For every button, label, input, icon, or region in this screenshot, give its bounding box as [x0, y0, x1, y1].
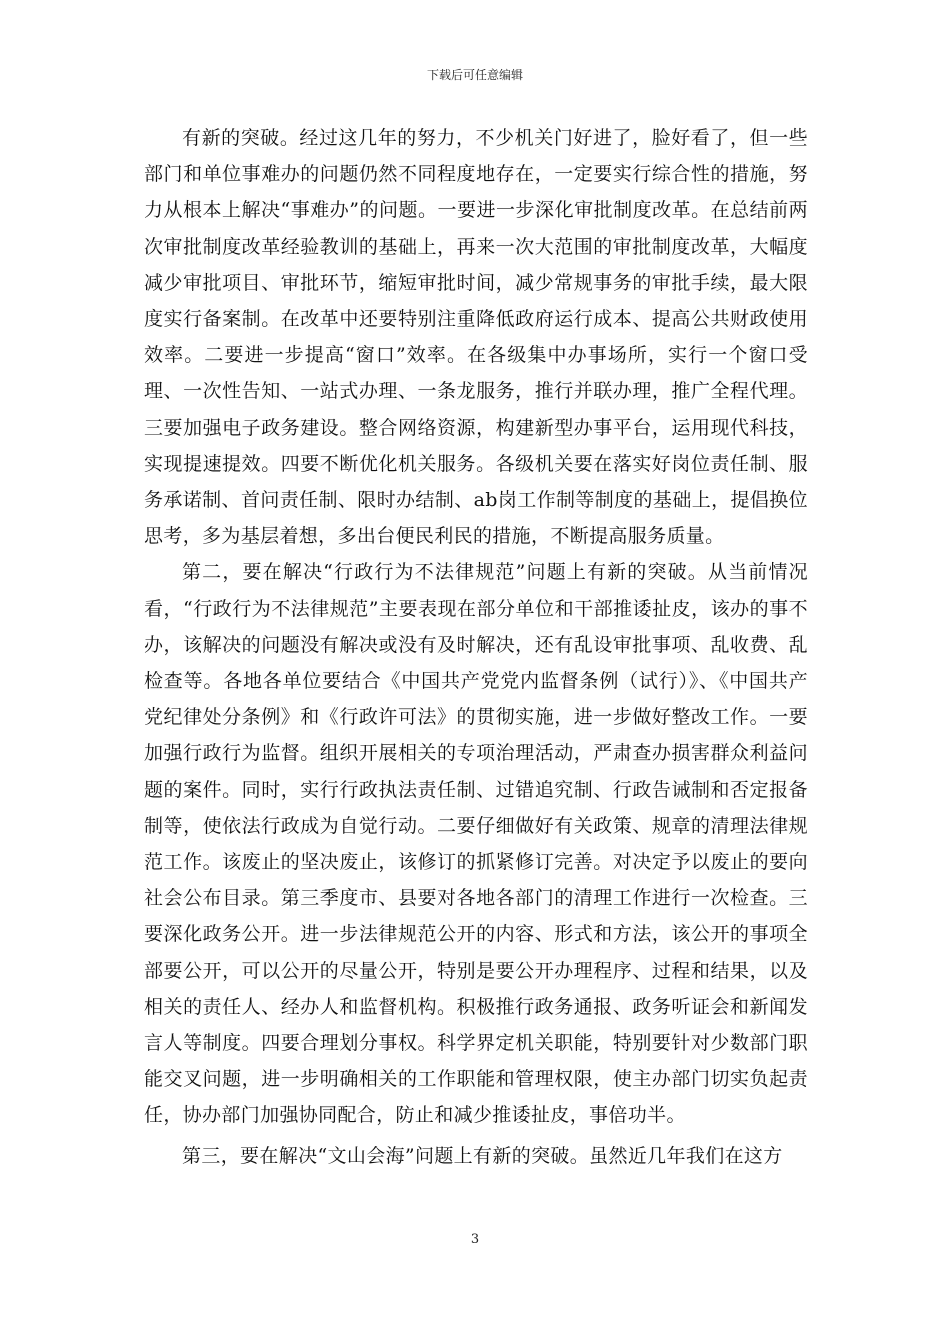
document-body — [144, 120, 808, 1176]
page-header: 下载后可任意编辑 — [426, 68, 523, 82]
paragraph-third-point: 第三，要在解决“文山会海”问题上有新的突破。虽然近几年我们在这方 — [182, 1144, 783, 1167]
paragraph-continuation: 有新的突破。经过这几年的努力，不少机关门好进了，脸好看了，但一些部门和单位事难办的问题仍然不同程度地存在，一定要实行综合性的措施，努力从根本上解决“事难办”的问题。一要进一步深化审批制度改革。在总结前两次审批制度改革经验教训的基础上，再来一次大范围的审批制度改革，大幅度减少审批项目、审批环节，缩短审批时间，减少常规事务的审批手续，最大限度实行备案制。在改革中还要特别注重降低政府运行成本、提高公共财政使用效率。二要进一步提高“窗口”效率。在各级集中办事场所，实行一个窗口受理、一次性告知、一站式办理、一条龙服务，推行并联办理，推广全程代理。三要加强电子政务建设。整合网络资源，构建新型办事平台，运用现代科技，实现提速提效。四要不断优化机关服务。各级机关要在落实好岗位责任制、服务承诺制、首问责任制、限时办结制、ab岗工作制等制度的基础上，提倡换位思考，多为基层着想，多出台便民利民的措施，不断提高服务质量。 — [144, 127, 808, 548]
page-number: 3 — [470, 1232, 480, 1247]
paragraph-second-point: 第二，要在解决“行政行为不法律规范”问题上有新的突破。从当前情况看，“行政行为不法律规范”主要表现在部分单位和干部推诿扯皮，该办的事不办，该解决的问题没有解决或没有及时解决，还有乱设审批事项、乱收费、乱检查等。各地各单位要结合《中国共产党党内监督条例（试行）》、《中国共产党纪律处分条例》和《行政许可法》的贯彻实施，进一步做好整改工作。一要加强行政行为监督。组织开展相关的专项治理活动，严肃查办损害群众利益问题的案件。同时，实行行政执法责任制、过错追究制、行政告诫制和否定报备制等，使依法行政成为自觉行动。二要仔细做好有关政策、规章的清理法律规范工作。该废止的坚决废止，该修订的抓紧修订完善。对决定予以废止的要向社会公布目录。第三季度市、县要对各地各部门的清理工作进行一次检查。三要深化政务公开。进一步法律规范公开的内容、形式和方法，该公开的事项全部要公开，可以公开的尽量公开，特别是要公开办理程序、过程和结果，以及相关的责任人、经办人和监督机构。积极推行政务通报、政务听证会和新闻发言人等制度。四要合理划分事权。科学界定机关职能，特别要针对少数部门职能交叉问题，进一步明确相关的工作职能和管理权限，使主办部门切实负起责任，协办部门加强协同配合，防止和减少推诿扯皮，事倍功半。 — [144, 561, 808, 1127]
